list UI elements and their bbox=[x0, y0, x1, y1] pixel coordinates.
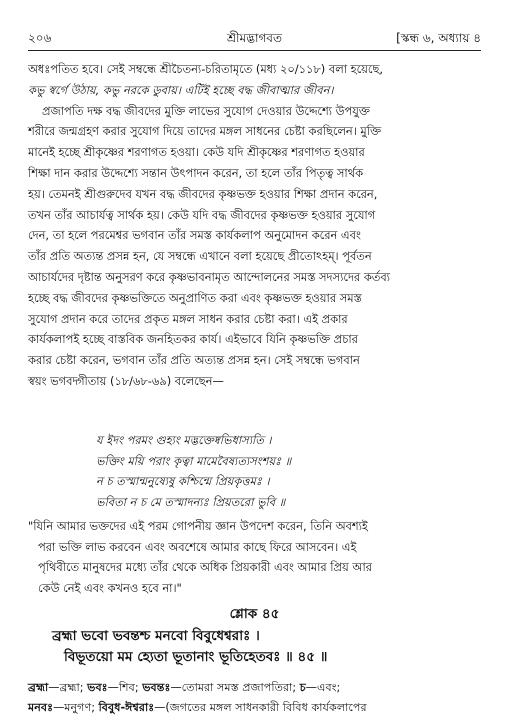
translation-line: "যিনি আমার ভক্তদের এই পরম গোপনীয় জ্ঞান উপদেশ করেন, তিনি অবশ্যই bbox=[28, 519, 368, 533]
translation-line: কেউ নেই এবং কখনও হবে না।" bbox=[38, 580, 182, 595]
translation-line: পরা ভক্তি লাভ করবেন এবং অবশেষে আমার কাছে ফিরে আসবেন। এই bbox=[38, 539, 357, 554]
page-number: ২০৬ bbox=[28, 31, 52, 45]
purport-text bbox=[28, 59, 480, 392]
purport-line: দেন, তা হলে পরমেশ্বর ভগবান তাঁর সমস্ত কার্যকলাপ অনুমোদন করেন এবং bbox=[28, 228, 361, 243]
synonym-meaning: —মনুগণ; bbox=[53, 701, 99, 714]
purport-line: স্বয়ং ভগবদ্গীতায় (১৮/৬৮-৬৯) বলেছেন— bbox=[28, 373, 224, 388]
synonym-term: বিবুধ-ঈশ্বরাঃ bbox=[98, 701, 155, 714]
synonym-term: ভবঃ bbox=[87, 681, 108, 694]
gita-translation bbox=[28, 516, 480, 598]
purport-line: তখন তাঁর আচার্যত্ব সার্থক হয়। কেউ যদি বদ্ধ জীবদের কৃষ্ণভক্ত হওয়ার সুযোগ bbox=[28, 207, 376, 222]
gita-verse bbox=[96, 430, 291, 512]
synonym-meaning: —এবং; bbox=[305, 681, 341, 694]
verse-line: ভবিতা ন চ মে তস্মাদন্যঃ প্রিয়তরো ভুবি ॥ bbox=[96, 494, 286, 509]
synonym-line bbox=[28, 678, 480, 698]
translation-line: পৃথিবীতে মানুষদের মধ্যে তাঁর থেকে অধিক প্রিয়কারী এবং আমার প্রিয় আর bbox=[38, 560, 372, 575]
verse-heading: শ্লোক ৪৫ bbox=[229, 606, 280, 622]
header-divider bbox=[28, 50, 481, 51]
purport-line: শরীরে জন্মগ্রহণ করার সুযোগ দিয়ে তাদের মঙ্গল সাধনের চেষ্টা করছিলেন। মুক্তি bbox=[28, 124, 382, 139]
sanskrit-verse bbox=[52, 626, 472, 668]
page-header bbox=[28, 30, 481, 48]
verse-line: য ইদং পরমং গুহ্যং মদ্ভক্তেষ্বভিধাস্যতি । bbox=[96, 433, 272, 447]
purport-line: প্রজাপতি দক্ষ বদ্ধ জীবদের মুক্তি লাভের সুযোগ দেওয়ার উদ্দেশ্যে উপযুক্ত bbox=[42, 103, 370, 118]
synonyms bbox=[28, 678, 480, 718]
verse-line: ন চ তস্মান্মনুষ্যেষু কশ্চিন্মে প্রিয়কৃত্তমঃ । bbox=[96, 474, 270, 489]
synonym-term: মনবঃ bbox=[28, 701, 54, 714]
synonym-term: ভবন্তঃ bbox=[142, 681, 171, 694]
purport-line: মানেই হচ্ছে শ্রীকৃষ্ণের শরণাগত হওয়া। কেউ যদি শ্রীকৃষ্ণের শরণাগত হওয়ার bbox=[28, 145, 365, 160]
book-title: শ্রীমদ্ভাগবত bbox=[226, 31, 282, 45]
synonym-line bbox=[28, 698, 480, 718]
synonym-term: চ bbox=[299, 681, 306, 694]
synonym-meaning: —শিব; bbox=[107, 681, 143, 694]
purport-line: তাঁর প্রতি অত্যন্ত প্রসন্ন হন, যে সম্বন্ধে এখানে বলা হয়েছে প্রীতোঽহম্‌। পূর্বতন bbox=[28, 249, 372, 264]
sanskrit-line: ব্রহ্মা ভবো ভবন্তশ্চ মনবো বিবুধেশ্বরাঃ । bbox=[52, 628, 260, 644]
purport-line: হয়। তেমনই শ্রীগুরুদেব যখন বদ্ধ জীবদের কৃষ্ণভক্ত হওয়ার শিক্ষা প্রদান করেন, bbox=[28, 186, 378, 201]
purport-line: অধঃপতিত হবে। সেই সম্বন্ধে শ্রীচৈতন্য-চরিতামৃতে (মধ্য ২০/১১৮) বলা হয়েছে, bbox=[28, 62, 383, 76]
synonym-meaning: —তোমরা সমস্ত প্রজাপতিরা; bbox=[170, 681, 300, 694]
purport-line: করার চেষ্টা করেন, ভগবান তাঁর প্রতি অত্যন্ত প্রসন্ন হন। সেই সম্বন্ধে ভগবান bbox=[28, 353, 360, 368]
section-reference: [স্কন্ধ ৬, অধ্যায় ৪ bbox=[396, 31, 481, 45]
purport-line: সুযোগ প্রদান করে তাদের প্রকৃত মঙ্গল সাধন করার চেষ্টা করা। এই প্রকার bbox=[28, 311, 348, 326]
purport-line: শিক্ষা দান করার উদ্দেশ্যে সন্তান উৎপাদন করেন, তা হলে তাঁর পিতৃত্ব সার্থক bbox=[28, 165, 364, 180]
purport-line: হচ্ছে বদ্ধ জীবদের কৃষ্ণভক্তিতে অনুপ্রাণিত করা এবং কৃষ্ণভক্ত হওয়ার সমস্ত bbox=[28, 290, 362, 305]
synonym-term: ব্রহ্মা bbox=[28, 681, 49, 694]
purport-line: কার্যকলাপই হচ্ছে বাস্তবিক জনহিতকর কার্য। এইভাবে যিনি কৃষ্ণভক্তি প্রচার bbox=[28, 332, 358, 347]
purport-line: কভু স্বর্গে উঠায়, কভু নরকে ডুবায়। এটিই হচ্ছে বদ্ধ জীবাত্মার জীবন। bbox=[28, 82, 334, 97]
synonym-meaning: —ব্রহ্মা; bbox=[48, 681, 88, 694]
synonym-meaning: —(জগতের মঙ্গল সাধনকারী বিবিধ কার্যকলাপের bbox=[154, 701, 367, 714]
verse-line: ভক্তিং ময়ি পরাং কৃত্বা মামেবৈষ্যত্যসংশয়ঃ ॥ bbox=[96, 453, 292, 468]
purport-line: আচার্যদের দৃষ্টান্ত অনুসরণ করে কৃষ্ণভাবনামৃত আন্দোলনের সমস্ত সদস্যদের কর্তব্য bbox=[28, 269, 390, 284]
sanskrit-line: বিভূতয়ো মম হ্যেতা ভূতানাং ভূতিহেতবঃ ॥ ৪৫ ॥ bbox=[64, 649, 328, 665]
